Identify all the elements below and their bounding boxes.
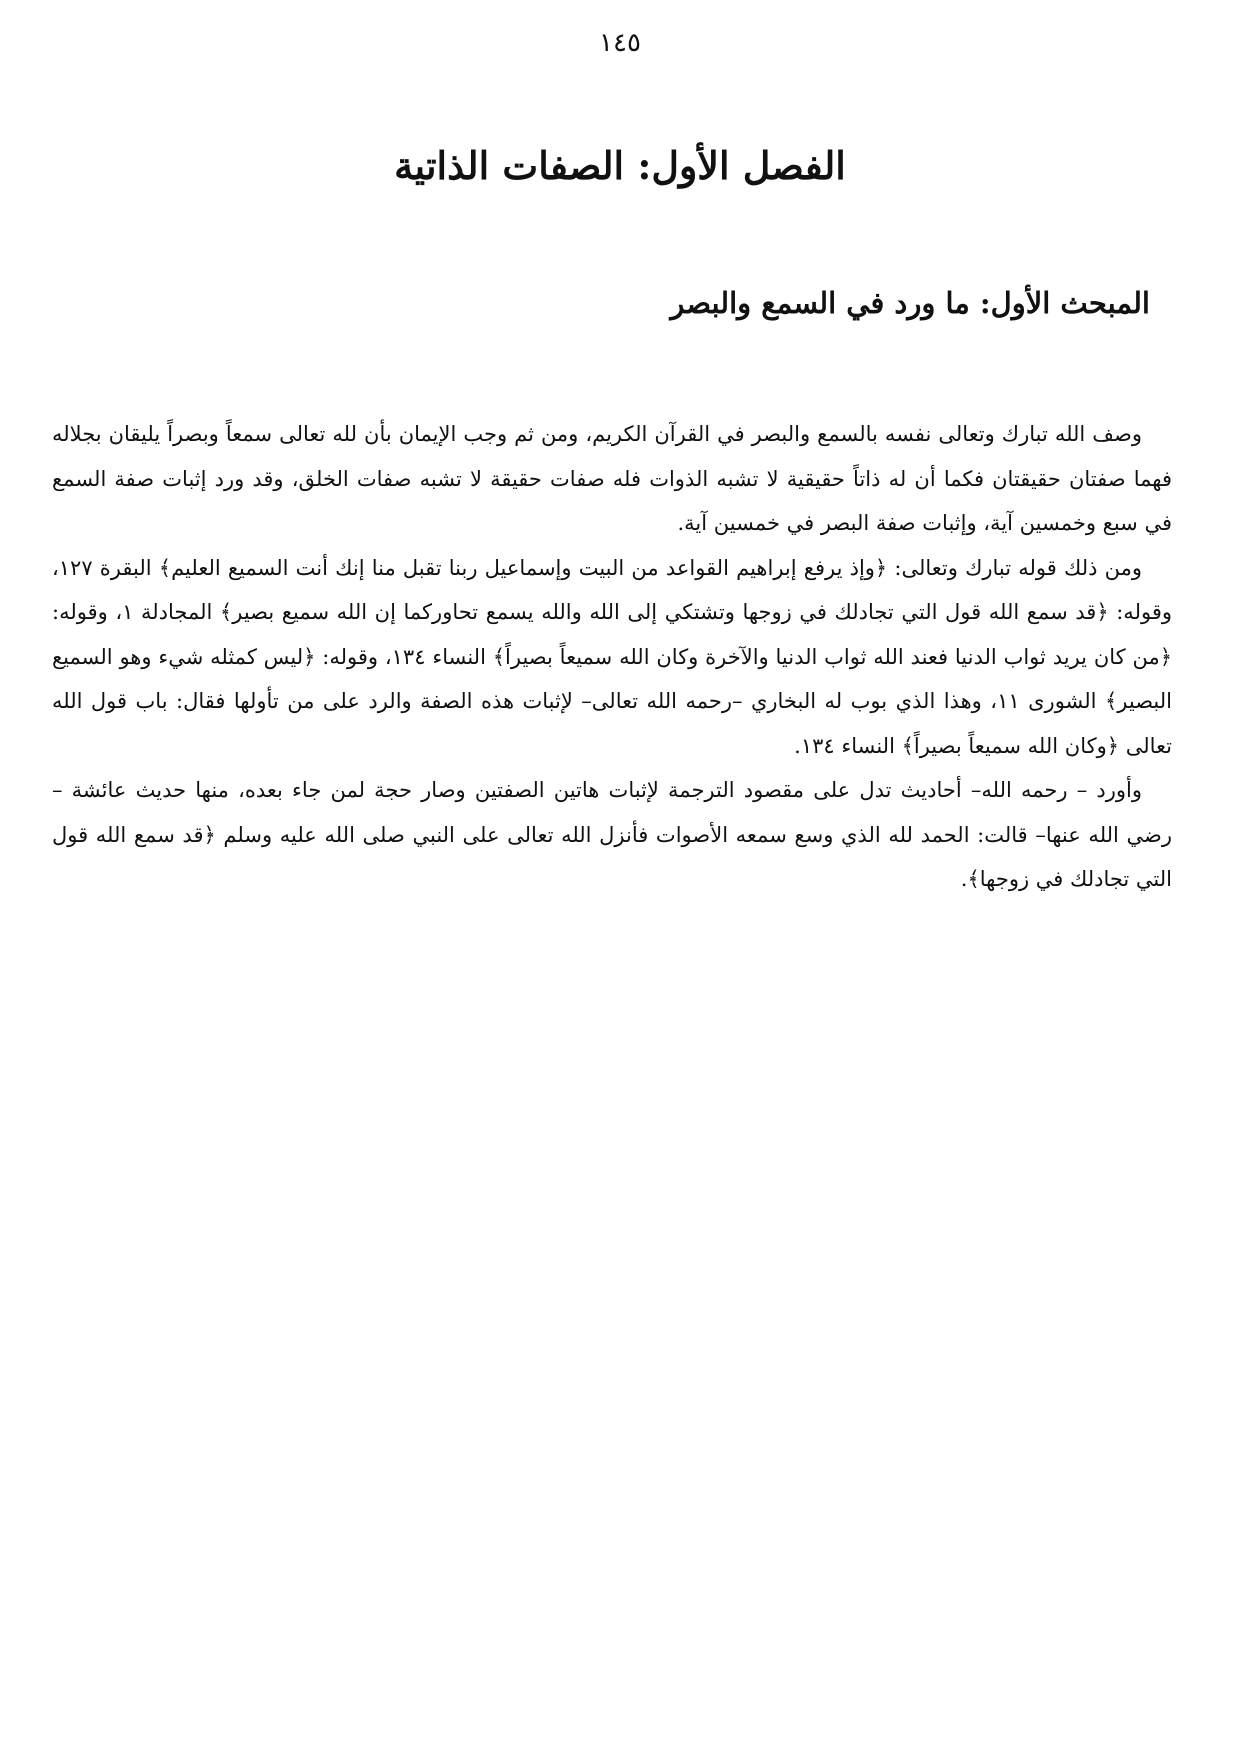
- page-number: ١٤٥: [599, 28, 641, 58]
- paragraph: وأورد – رحمه الله– أحاديث تدل على مقصود الترجمة لإثبات هاتين الصفتين وصار حجة لمن جاء بعده، منها حديث عائشة – رضي الله عنها– قالت: الحمد لله الذي وسع سمعه الأصوات فأنزل الله تعالى على النبي صلى الله عليه وسلم ﴿قد سمع الله قول التي تجادلك في زوجها﴾.: [52, 778, 1172, 891]
- body-text: [52, 412, 1172, 902]
- chapter-title: الفصل الأول: الصفات الذاتية: [394, 143, 846, 188]
- paragraph: ومن ذلك قوله تبارك وتعالى: ﴿وإذ يرفع إبراهيم القواعد من البيت وإسماعيل ربنا تقبل منا إنك أنت السميع العليم﴾ البقرة ١٢٧، وقوله: ﴿قد سمع الله قول التي تجادلك في زوجها وتشتكي إلى الله والله يسمع تحاوركما إن الله سميع بصير﴾ المجادلة ١، وقوله: ﴿من كان يريد ثواب الدنيا فعند الله ثواب الدنيا والآخرة وكان الله سميعاً بصيراً﴾ النساء ١٣٤، وقوله: ﴿ليس كمثله شيء وهو السميع البصير﴾ الشورى ١١، وهذا الذي بوب له البخاري –رحمه الله تعالى– لإثبات هذه الصفة والرد على من تأولها فقال: باب قول الله تعالى ﴿وكان الله سميعاً بصيراً﴾ النساء ١٣٤.: [52, 555, 1173, 758]
- section-title: المبحث الأول: ما ورد في السمع والبصر: [670, 286, 1150, 320]
- paragraph: وصف الله تبارك وتعالى نفسه بالسمع والبصر في القرآن الكريم، ومن ثم وجب الإيمان بأن لله تعالى سمعاً وبصراً يليقان بجلاله فهما صفتان حقيقتان فكما أن له ذاتاً حقيقية لا تشبه الذوات فله صفات حقيقة لا تشبه صفات الخلق، وقد ورد إثبات صفة السمع في سبع وخمسين آية، وإثبات صفة البصر في خمسين آية.: [52, 422, 1172, 535]
